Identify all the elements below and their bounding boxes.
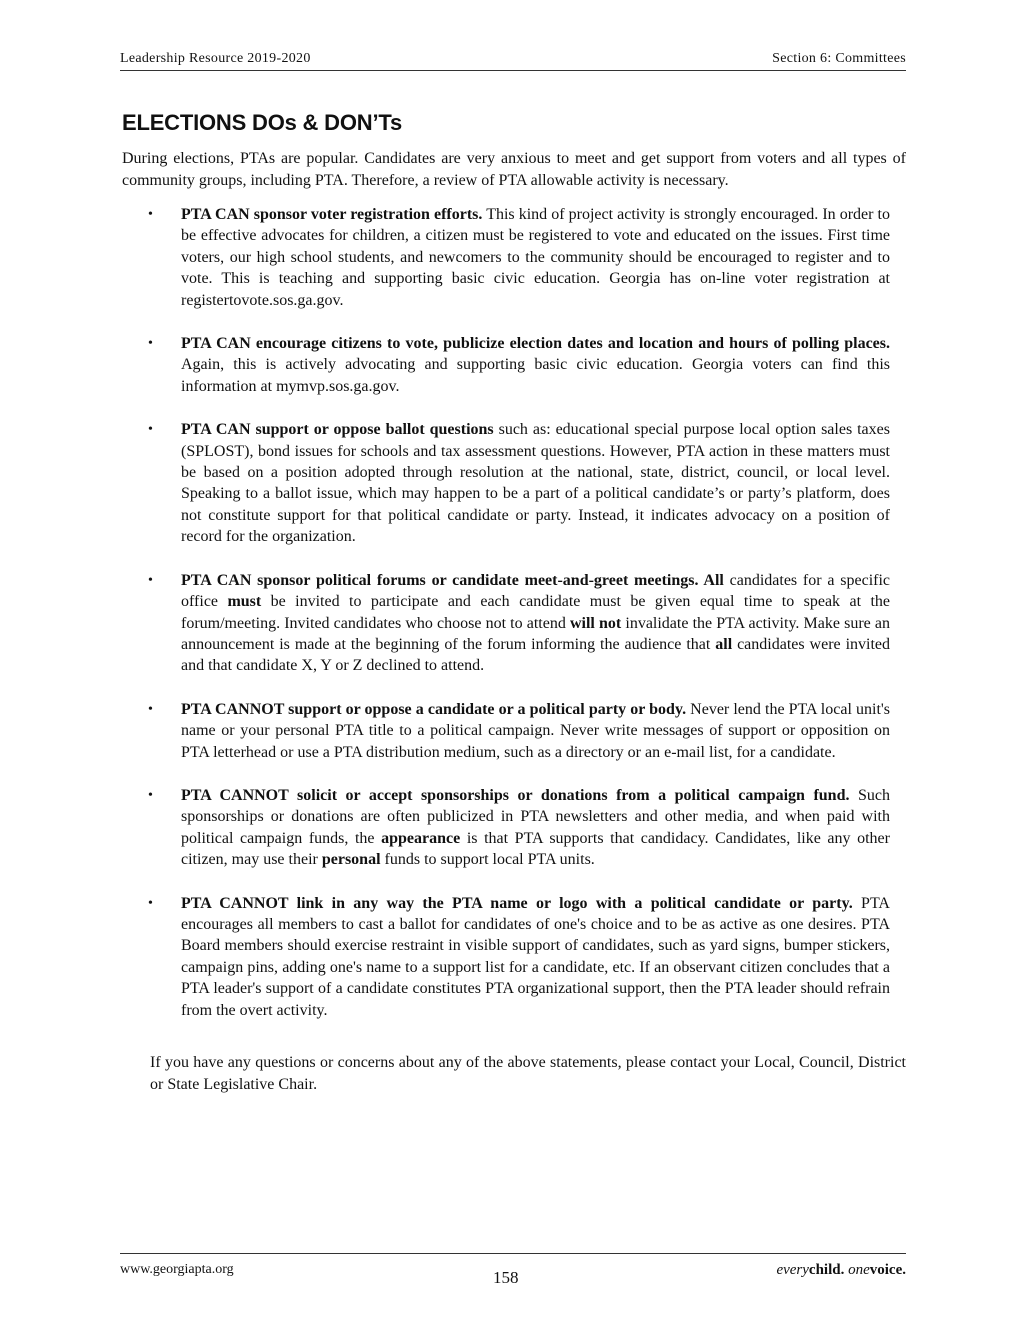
page-number: 158	[493, 1268, 519, 1287]
page-footer	[120, 1253, 906, 1294]
bold-text-run: must	[227, 593, 262, 611]
text-run: be invited to participate and each candidate must be given equal time to speak at the forum/meeting. Invited candidates who choose not to attend	[181, 593, 890, 632]
bold-text-run: all	[715, 635, 733, 653]
list-item	[140, 204, 890, 311]
header-document-title: Leadership Resource 2019-2020	[120, 51, 311, 66]
bold-text-run: PTA CAN sponsor voter registration efforts.	[181, 206, 483, 223]
list-item	[140, 570, 890, 677]
text-run: Such sponsorships or donations are often publicized in PTA newsletters and other media, and when paid with political campaign funds, the	[181, 786, 891, 847]
text-run: candidates for a specific office	[181, 571, 891, 611]
bold-text-run: PTA CAN encourage citizens to vote, publicize election dates and location and hours of polling places.	[181, 335, 890, 353]
bullet-marker: •	[148, 701, 153, 717]
bold-text-run: personal	[321, 851, 381, 869]
page-header	[120, 50, 906, 71]
motto-text-run: one	[848, 1262, 870, 1278]
list-item	[140, 785, 890, 871]
text-run: such as: educational special purpose local option sales taxes (SPLOST), bond issues for schools and tax assessment questions. However, PTA action in these matters must be based on a position adopted through resolution at the national, state, district, council, or local level. Speaking to a ballot issue, which may happen to be a part of a political candidate’s or party’s platform, does not constitute support for that political candidate or party. Instead, it indicates advocacy on a position of record for the organization.	[181, 421, 890, 546]
bold-text-run: PTA CANNOT solicit or accept sponsorships or donations from a political campaign fund.	[181, 786, 850, 804]
text-run: Again, this is actively advocating and supporting basic civic education. Georgia voters can find this information at mymvp.sos.ga.gov.	[181, 356, 890, 395]
bullet-marker: •	[148, 787, 153, 803]
bold-text-run: will not	[569, 614, 622, 632]
bold-text-run: PTA CAN support or oppose ballot questions	[181, 421, 494, 439]
bold-text-run: PTA CANNOT link in any way the PTA name or logo with a political candidate or party.	[181, 894, 853, 912]
motto-text-run: child.	[808, 1262, 845, 1278]
list-item	[140, 893, 890, 1021]
page-title: ELECTIONS DOs & DON’Ts	[122, 110, 402, 135]
bullet-marker: •	[148, 207, 153, 222]
text-run: candidates were invited and that candidate X, Y or Z declined to attend.	[181, 635, 890, 675]
bullet-marker: •	[148, 422, 153, 438]
motto-text-run: voice.	[869, 1262, 906, 1278]
bullet-marker: •	[148, 572, 153, 588]
dos-donts-list	[140, 204, 890, 1043]
list-item	[140, 333, 890, 397]
header-section-title: Section 6: Committees	[772, 51, 906, 66]
list-item	[140, 699, 890, 763]
text-run: Never lend the PTA local unit's name or your personal PTA title to a political campaign. Never write messages of support or opposition on PTA letterhead or use a PTA distribution medium, such as a directory or an e-mail list, for a candidate.	[181, 700, 890, 761]
text-run: This kind of project activity is strongly encouraged. In order to be effective advocates for children, a citizen must be registered to vote and educated on the issues. First time voters, our high school students, and newcomers to the community should be encouraged to register and to vote. This is teaching and supporting basic civic education. Georgia has on-line voter registration at registertovote.sos.ga.gov.	[181, 206, 891, 309]
closing-paragraph: If you have any questions or concerns about any of the above statements, please contact your Local, Council, District or State Legislative Chair.	[150, 1054, 906, 1093]
text-run: PTA encourages all members to cast a ballot for candidates of one's choice and to be as active as one desires. PTA Board members should exercise restraint in visible support of candidates, such as yard signs, bumper stickers, campaign pins, adding one's name to a support list for a candidate, etc. If an observant citizen concludes that a PTA leader's support of a candidate constitutes PTA organizational support, then the PTA leader should refrain from the overt activity.	[181, 894, 890, 1019]
intro-paragraph: During elections, PTAs are popular. Candidates are very anxious to meet and get support from voters and all types of community groups, including PTA. Therefore, a review of PTA allowable activity is necessary.	[122, 150, 906, 189]
bold-text-run: appearance	[381, 829, 461, 847]
text-run: invalidate the PTA activity. Make sure an announcement is made at the beginning of the forum informing the audience that	[181, 614, 890, 653]
footer-website: www.georgiapta.org	[120, 1262, 234, 1277]
bold-text-run: PTA CAN sponsor political forums or candidate meet-and-greet meetings. All	[181, 571, 724, 589]
bullet-marker: •	[148, 336, 153, 352]
footer-motto	[776, 1262, 906, 1279]
bold-text-run: PTA CANNOT support or oppose a candidate or a political party or body.	[181, 700, 687, 718]
text-run: is that PTA supports that candidacy. Candidates, like any other citizen, may use their	[181, 829, 890, 869]
list-item	[140, 419, 890, 547]
bullet-marker: •	[148, 895, 153, 911]
motto-text-run: every	[776, 1262, 809, 1278]
text-run: funds to support local PTA units.	[380, 851, 595, 869]
